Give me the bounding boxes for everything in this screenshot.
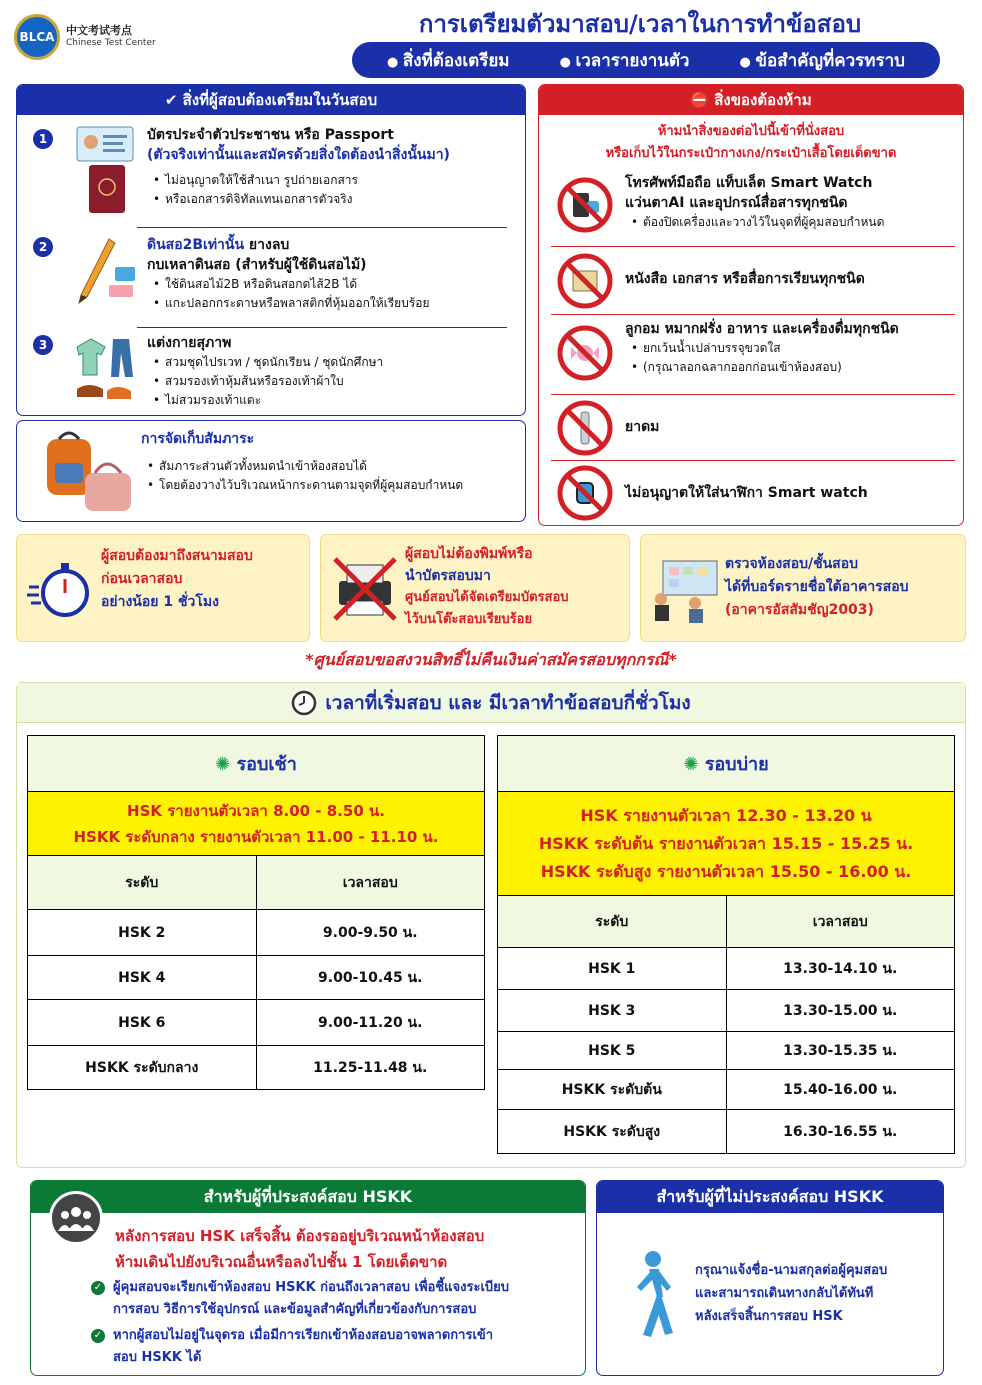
- group-people-icon: [49, 1191, 103, 1245]
- level-cell: HSKK ระดับกลาง: [28, 1046, 257, 1090]
- pencil-eraser-icon: [69, 237, 141, 309]
- forbidden-item-books: [551, 247, 955, 315]
- logo-chinese-name: 中文考试考点: [66, 24, 132, 37]
- storage-title: การจัดเก็บสัมภาระ: [141, 431, 255, 447]
- notice-line: ศูนย์สอบได้จัดเตรียมบัตรสอบ: [405, 590, 569, 605]
- item-number: 2: [33, 237, 53, 257]
- hskk-check-item: ✓ หากผู้สอบไม่อยู่ในจุดรอ เมื่อมีการเรียกเข้าห้องสอบอาจพลาดการเข้า สอบ HSKK ได้: [91, 1325, 581, 1369]
- check-circle-icon: ✔: [164, 91, 183, 109]
- item-bullet: • สวมรองเท้าหุ้มส้นหรือรองเท้าผ้าใบ: [147, 372, 519, 391]
- morning-report-cell: HSK รายงานตัวเวลา 8.00 - 8.50 น. HSKK ระดับกลาง รายงานตัวเวลา 11.00 - 11.10 น.: [28, 792, 485, 856]
- sun-icon: ✺: [215, 754, 237, 775]
- afternoon-schedule-table: [497, 735, 955, 1154]
- notice-board-people-icon: [649, 553, 721, 625]
- no-candy-icon: [557, 325, 613, 381]
- divider: [137, 227, 507, 228]
- hskk-takers-section: [30, 1180, 586, 1376]
- item-title-line2: กบเหลาดินสอ (สำหรับผู้ใช้ดินสอไม้): [147, 257, 367, 273]
- forbidden-item-title: ไม่อนุญาตให้ใส่นาฬิกา Smart watch: [625, 485, 868, 501]
- schedule-heading: [17, 683, 965, 723]
- pill-prepare: ● สิ่งที่ต้องเตรียม: [387, 47, 509, 74]
- prepare-section: [16, 84, 526, 416]
- item-bullet-cont: • หรือเอกสารดิจิทัลแทนเอกสารตัวจริง: [147, 190, 519, 209]
- level-cell: HSK 2: [28, 910, 257, 956]
- refund-policy-note: *ศูนย์สอบขอสงวนสิทธิ์ไม่คืนเงินค่าสมัครสอบทุกกรณี*: [305, 650, 677, 669]
- time-cell: 16.30-16.55 น.: [726, 1110, 955, 1154]
- item-title: แต่งกายสุภาพ: [147, 335, 232, 351]
- notice-line: ผู้สอบต้องมาถึงสนามสอบ: [101, 548, 253, 564]
- forbidden-heading: [539, 85, 963, 115]
- non-hskk-line: และสามารถเดินทางกลับได้ทันที: [695, 1286, 874, 1301]
- notice-line: ไว้บนโต๊ะสอบเรียบร้อย: [405, 612, 533, 627]
- item-subtitle: (ตัวจริงเท่านั้นและสมัครด้วยสิ่งใดต้องนำสิ่งนั้นมา): [147, 147, 450, 163]
- non-hskk-heading: สำหรับผู้ที่ไม่ประสงค์สอบ HSKK: [597, 1181, 943, 1213]
- no-entry-icon: ⛔: [690, 91, 715, 109]
- logo-emblem: BLCA: [14, 14, 60, 60]
- level-cell: HSK 6: [28, 1000, 257, 1046]
- item-number: 1: [33, 129, 53, 149]
- forbidden-item-smartwatch: [551, 461, 955, 525]
- schedule-section: [16, 682, 966, 1168]
- notice-arrive-early: [16, 534, 310, 642]
- clothes-shoes-icon: [69, 333, 141, 405]
- item-bullet: • ไม่อนุญาตให้ใช้สำเนา รูปถ่ายเอกสาร: [147, 171, 519, 190]
- page-title: การเตรียมตัวมาสอบ/เวลาในการทำข้อสอบ: [418, 10, 862, 38]
- notice-line: ได้ที่บอร์ดรายชื่อใต้อาคารสอบ: [725, 579, 909, 595]
- no-printer-icon: [329, 553, 401, 625]
- notice-check-room: [640, 534, 966, 642]
- forbidden-item-bullet-cont: • (กรุณาลอกฉลากออกก่อนเข้าห้องสอบ): [625, 358, 955, 377]
- forbidden-item-title: ลูกอม หมากฝรั่ง อาหาร และเครื่องดื่มทุกชนิด: [625, 321, 899, 337]
- notice-line: นำบัตรสอบมา: [405, 568, 491, 584]
- notice-line: ตรวจห้องสอบ/ชั้นสอบ: [725, 556, 859, 572]
- level-cell: HSKK ระดับสูง: [498, 1110, 727, 1154]
- backpack-bag-icon: [37, 429, 137, 517]
- storage-bullet: • สัมภาระส่วนตัวทั้งหมดนำเข้าห้องสอบได้: [141, 457, 521, 476]
- forbidden-heading-text: สิ่งของต้องห้าม: [714, 91, 812, 109]
- center-logo: [14, 12, 164, 62]
- item-title-highlight: ดินสอ2Bเท่านั้น: [147, 237, 245, 253]
- walking-person-icon: [619, 1249, 679, 1339]
- non-hskk-takers-section: [596, 1180, 944, 1376]
- schedule-heading-text: เวลาที่เริ่มสอบ และ มีเวลาทำข้อสอบกี่ชั่วโมง: [325, 691, 691, 714]
- notice-line: ก่อนเวลาสอบ: [101, 571, 183, 587]
- col-time-header: เวลาสอบ: [256, 856, 485, 910]
- storage-bullet-cont: • โดยต้องวางไว้บริเวณหน้ากระดานตามจุดที่ผู้คุมสอบกำหนด: [141, 476, 521, 495]
- pill-report-time: ● เวลารายงานตัว: [560, 47, 690, 74]
- level-cell: HSK 4: [28, 956, 257, 1000]
- prepare-item-dress: [27, 333, 517, 416]
- forbidden-item-bullet: • ต้องปิดเครื่องและวางไว้ในจุดที่ผู้คุมสอบกำหนด: [625, 213, 955, 232]
- non-hskk-line: กรุณาแจ้งชื่อ-นามสกุลต่อผู้คุมสอบ: [695, 1263, 888, 1278]
- sun-icon: ✺: [683, 754, 705, 775]
- forbidden-warning: ห้ามนำสิ่งของต่อไปนี้เข้าที่นั่งสอบ หรือเก็บไว้ในกระเป๋ากางเกง/กระเป๋าเสื้อโดยเด็ดขาด: [605, 124, 897, 161]
- hskk-warning-line: ห้ามเดินไปยังบริเวณอื่นหรือลงไปชั้น 1 โดยเด็ดขาด: [115, 1253, 448, 1271]
- hskk-heading: สำหรับผู้ที่ประสงค์สอบ HSKK: [31, 1181, 585, 1213]
- time-cell: 15.40-16.00 น.: [726, 1070, 955, 1110]
- topic-pill-bar: [352, 42, 940, 78]
- afternoon-title-cell: ✺ รอบบ่าย: [498, 736, 955, 792]
- item-bullet: • ไม่สวมรองเท้าแตะ: [147, 391, 519, 410]
- no-phone-icon: [557, 177, 613, 233]
- col-level-header: ระดับ: [28, 856, 257, 910]
- col-time-header: เวลาสอบ: [726, 896, 955, 948]
- level-cell: HSK 5: [498, 1032, 727, 1070]
- check-circle-icon: ✓: [91, 1329, 105, 1343]
- forbidden-item-title: แว่นตาAI และอุปกรณ์สื่อสารทุกชนิด: [625, 195, 848, 211]
- no-smartwatch-icon: [557, 465, 613, 521]
- forbidden-section: [538, 84, 964, 526]
- time-cell: 9.00-10.45 น.: [256, 956, 485, 1000]
- item-title: บัตรประจำตัวประชาชน หรือ Passport: [147, 127, 394, 143]
- time-cell: 11.25-11.48 น.: [256, 1046, 485, 1090]
- forbidden-item-food: [551, 315, 955, 395]
- notice-no-print: [320, 534, 630, 642]
- forbidden-item-title: โทรศัพท์มือถือ แท็บเล็ต Smart Watch: [625, 175, 873, 191]
- item-bullet: • สวมชุดไปรเวท / ชุดนักเรียน / ชุดนักศึกษา: [147, 353, 519, 372]
- time-cell: 13.30-15.35 น.: [726, 1032, 955, 1070]
- check-circle-icon: ✓: [91, 1281, 105, 1295]
- forbidden-item-title: หนังสือ เอกสาร หรือสื่อการเรียนทุกชนิด: [625, 271, 865, 287]
- id-card-passport-icon: [69, 125, 141, 197]
- item-bullet: • แกะปลอกกระดาษหรือพลาสติกที่หุ้มออกให้เรียบร้อย: [147, 294, 519, 313]
- level-cell: HSK 3: [498, 990, 727, 1032]
- hskk-check-item: ✓ ผู้คุมสอบจะเรียกเข้าห้องสอบ HSKK ก่อนถึงเวลาสอบ เพื่อชี้แจงระเบียบ การสอบ วิธีการใช้อุปกรณ์ และข้อมูลสำคัญที่เกี่ยวข้องกับการสอบ: [91, 1277, 581, 1321]
- logo-english-name: Chinese Test Center: [66, 38, 156, 48]
- notice-line: อย่างน้อย 1 ชั่วโมง: [101, 594, 219, 610]
- non-hskk-line: หลังเสร็จสิ้นการสอบ HSK: [695, 1309, 843, 1324]
- time-cell: 13.30-14.10 น.: [726, 948, 955, 990]
- notice-line: ผู้สอบไม่ต้องพิมพ์หรือ: [405, 546, 533, 562]
- forbidden-item-bullet: • ยกเว้นน้ำเปล่าบรรจุขวดใส: [625, 339, 955, 358]
- time-cell: 9.00-11.20 น.: [256, 1000, 485, 1046]
- no-inhaler-icon: [557, 400, 613, 456]
- forbidden-item-devices: [551, 169, 955, 247]
- forbidden-item-title: ยาดม: [625, 419, 660, 435]
- col-level-header: ระดับ: [498, 896, 727, 948]
- prepare-item-id: [27, 125, 517, 225]
- morning-title-cell: ✺ รอบเช้า: [28, 736, 485, 792]
- divider: [137, 327, 507, 328]
- afternoon-report-cell: HSK รายงานตัวเวลา 12.30 - 13.20 น HSKK ระดับต้น รายงานตัวเวลา 15.15 - 15.25 น. HSKK ระดับสูง รายงานตัวเวลา 15.50 - 16.00 น.: [498, 792, 955, 896]
- prepare-heading: [17, 85, 525, 115]
- prepare-heading-text: สิ่งที่ผู้สอบต้องเตรียมในวันสอบ: [182, 91, 378, 109]
- pill-important: ● ข้อสำคัญที่ควรทราบ: [740, 47, 905, 74]
- level-cell: HSKK ระดับต้น: [498, 1070, 727, 1110]
- time-cell: 9.00-9.50 น.: [256, 910, 485, 956]
- item-title-rest: ยางลบ: [244, 237, 290, 253]
- level-cell: HSK 1: [498, 948, 727, 990]
- time-cell: 13.30-15.00 น.: [726, 990, 955, 1032]
- no-books-icon: [557, 253, 613, 309]
- morning-schedule-table: [27, 735, 485, 1090]
- prepare-item-pencil: [27, 235, 517, 325]
- item-bullet: • ใช้ดินสอไม้2B หรือดินสอกดไส้2B ได้: [147, 275, 519, 294]
- item-number: 3: [33, 335, 53, 355]
- stopwatch-icon: [25, 553, 97, 625]
- clock-icon: [291, 690, 317, 716]
- notice-line: (อาคารอัสสัมชัญ2003): [725, 602, 874, 618]
- forbidden-item-inhaler: [551, 395, 955, 461]
- storage-section: [16, 420, 526, 522]
- hskk-warning-line: หลังการสอบ HSK เสร็จสิ้น ต้องรออยู่บริเวณหน้าห้องสอบ: [115, 1227, 485, 1245]
